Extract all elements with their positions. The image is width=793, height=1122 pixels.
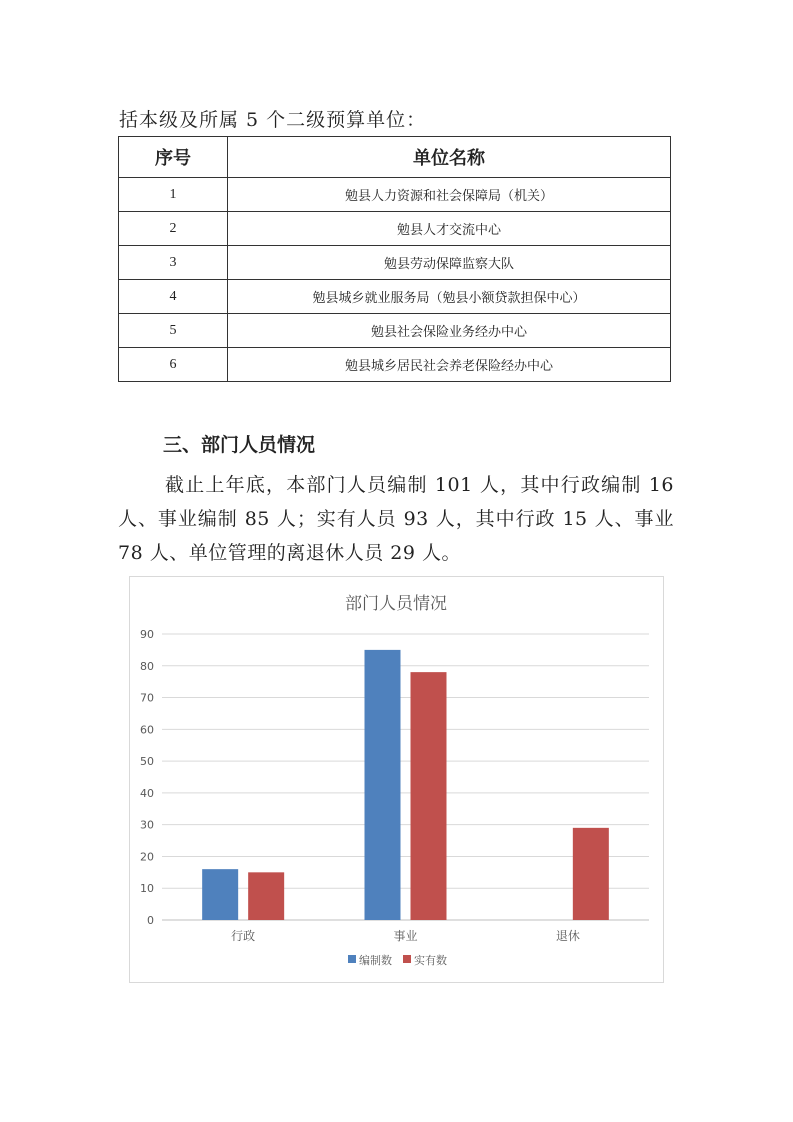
row-no: 4 (119, 280, 228, 314)
table-row (119, 212, 671, 246)
row-no: 3 (119, 246, 228, 280)
bar-bianzhi (365, 650, 401, 920)
row-no: 1 (119, 178, 228, 212)
bar-bianzhi (202, 869, 238, 920)
y-tick-label: 90 (140, 628, 154, 641)
y-tick-label: 20 (140, 850, 154, 864)
staff-chart (129, 576, 664, 983)
table-header-row (119, 137, 671, 178)
row-no: 6 (119, 348, 228, 382)
bar-shiyou (411, 672, 447, 920)
table-row (119, 280, 671, 314)
row-no: 5 (119, 314, 228, 348)
legend-swatch (348, 955, 356, 963)
row-unit-name: 勉县人力资源和社会保障局（机关） (228, 178, 671, 212)
x-tick-label: 事业 (393, 929, 418, 943)
y-tick-label: 70 (140, 691, 154, 705)
x-tick-label: 行政 (231, 929, 256, 943)
row-unit-name: 勉县人才交流中心 (228, 212, 671, 246)
intro-text: 括本级及所属 5 个二级预算单位： (119, 109, 427, 131)
chart-legend (348, 953, 447, 967)
y-tick-label: 50 (140, 755, 154, 769)
row-unit-name: 勉县社会保险业务经办中心 (228, 314, 671, 348)
row-unit-name: 勉县城乡居民社会养老保险经办中心 (228, 348, 671, 382)
legend-swatch (403, 955, 411, 963)
y-tick-label: 0 (147, 914, 154, 927)
legend-label: 编制数 (359, 954, 392, 967)
chart-title: 部门人员情况 (345, 594, 447, 614)
y-tick-label: 40 (140, 786, 154, 800)
row-unit-name: 勉县城乡就业服务局（勉县小额贷款担保中心） (228, 280, 671, 314)
table-row (119, 314, 671, 348)
legend-label: 实有数 (414, 954, 447, 967)
table-row (119, 348, 671, 382)
y-tick-label: 80 (140, 659, 154, 673)
section-paragraph: 截止上年底，本部门人员编制 101 人，其中行政编制 16 人、事业编制 85 人；实有人员 93 人，其中行政 15 人、事业 78 人、单位管理的离退休人员 29 人。 (118, 474, 674, 564)
y-tick-label: 10 (140, 882, 154, 896)
x-tick-label: 退休 (555, 929, 580, 943)
chart-svg (130, 577, 663, 982)
bar-shiyou (248, 872, 284, 920)
y-tick-label: 30 (140, 818, 154, 832)
bar-shiyou (573, 828, 609, 920)
chart-bars (202, 650, 609, 920)
table-row (119, 246, 671, 280)
header-no: 序号 (119, 137, 228, 178)
row-no: 2 (119, 212, 228, 246)
row-unit-name: 勉县劳动保障监察大队 (228, 246, 671, 280)
y-tick-label: 60 (140, 723, 154, 737)
header-unit-name: 单位名称 (228, 137, 671, 178)
section-title: 三、部门人员情况 (163, 434, 316, 456)
unit-table (118, 136, 671, 382)
table-row (119, 178, 671, 212)
